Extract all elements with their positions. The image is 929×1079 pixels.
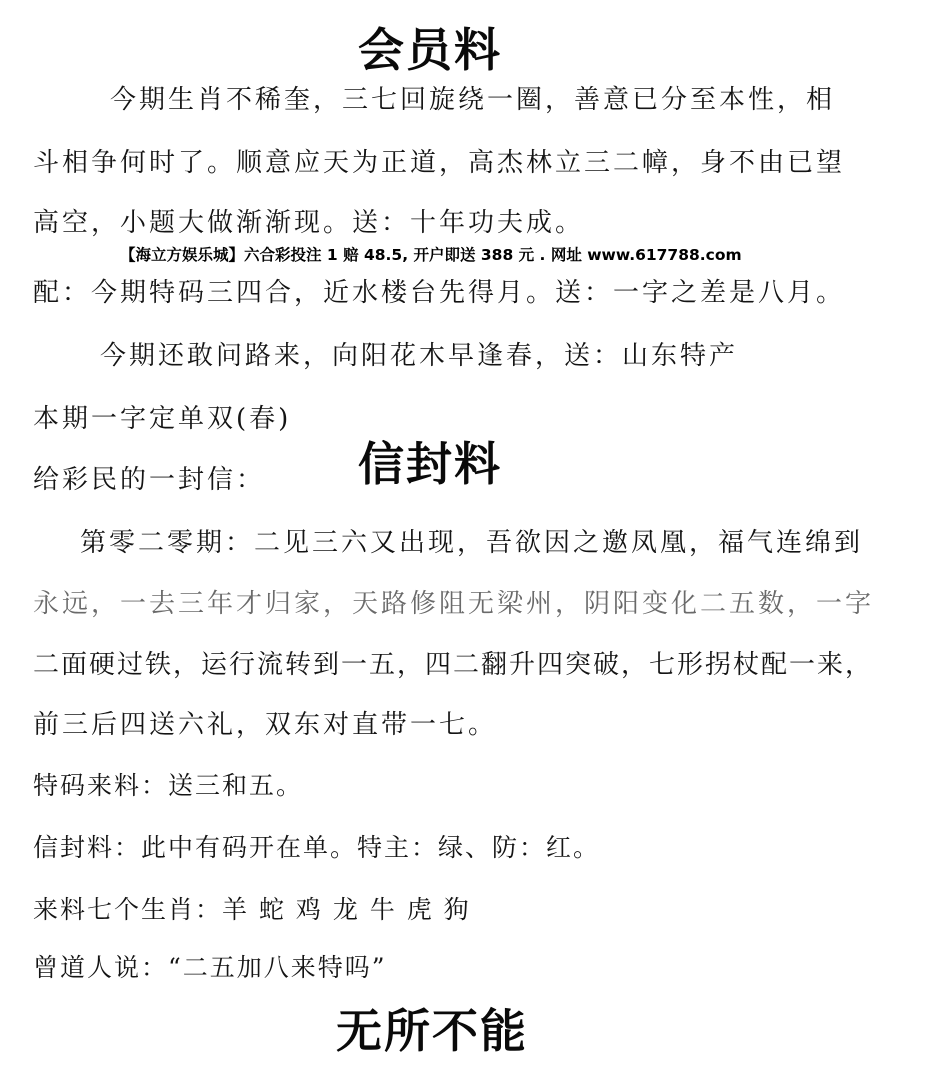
- letter-line-7: 来料七个生肖：羊 蛇 鸡 龙 牛 虎 狗: [33, 895, 471, 924]
- member-line-6: 本期一字定单双(春): [33, 404, 292, 434]
- member-line-1: 今期生肖不稀奎，三七回旋绕一圈，善意已分至本性，相: [110, 85, 836, 115]
- member-line-5: 今期还敢问路来，向阳花木早逢春，送：山东特产: [100, 341, 739, 371]
- member-line-2: 斗相争何时了。顺意应天为正道，高杰林立三二幛，身不由已望: [33, 148, 846, 178]
- letter-heading: 信封料: [358, 437, 502, 491]
- member-line-4: 配：今期特码三四合，近水楼台先得月。送：一字之差是八月。: [33, 278, 846, 308]
- letter-line-6: 信封料：此中有码开在单。特主：绿、防：红。: [33, 833, 601, 862]
- member-line-3: 高空，小题大做渐渐现。送：十年功夫成。: [33, 208, 585, 238]
- letter-line-8: 曾道人说：“二五加八来特吗”: [33, 953, 387, 982]
- letter-line-1: 第零二零期：二见三六又出现，吾欲因之邀凤凰，福气连绵到: [80, 528, 864, 558]
- letter-line-5: 特码来料：送三和五。: [33, 771, 304, 800]
- almighty-heading: 无所不能: [336, 1004, 528, 1058]
- member-line-7: 给彩民的一封信：: [33, 465, 266, 495]
- advert-banner: 【海立方娱乐城】六合彩投注 1 赔 48.5, 开户即送 388 元 . 网址 www.617788.com: [120, 246, 742, 264]
- letter-line-3: 二面硬过铁，运行流转到一五，四二翻升四突破，七形拐杖配一来，: [33, 650, 874, 680]
- member-heading: 会员料: [358, 23, 502, 77]
- letter-line-4: 前三后四送六礼，双东对直带一七。: [33, 710, 498, 740]
- letter-line-2: 永远，一去三年才归家，天路修阻无梁州，阴阳变化二五数，一字: [33, 589, 875, 619]
